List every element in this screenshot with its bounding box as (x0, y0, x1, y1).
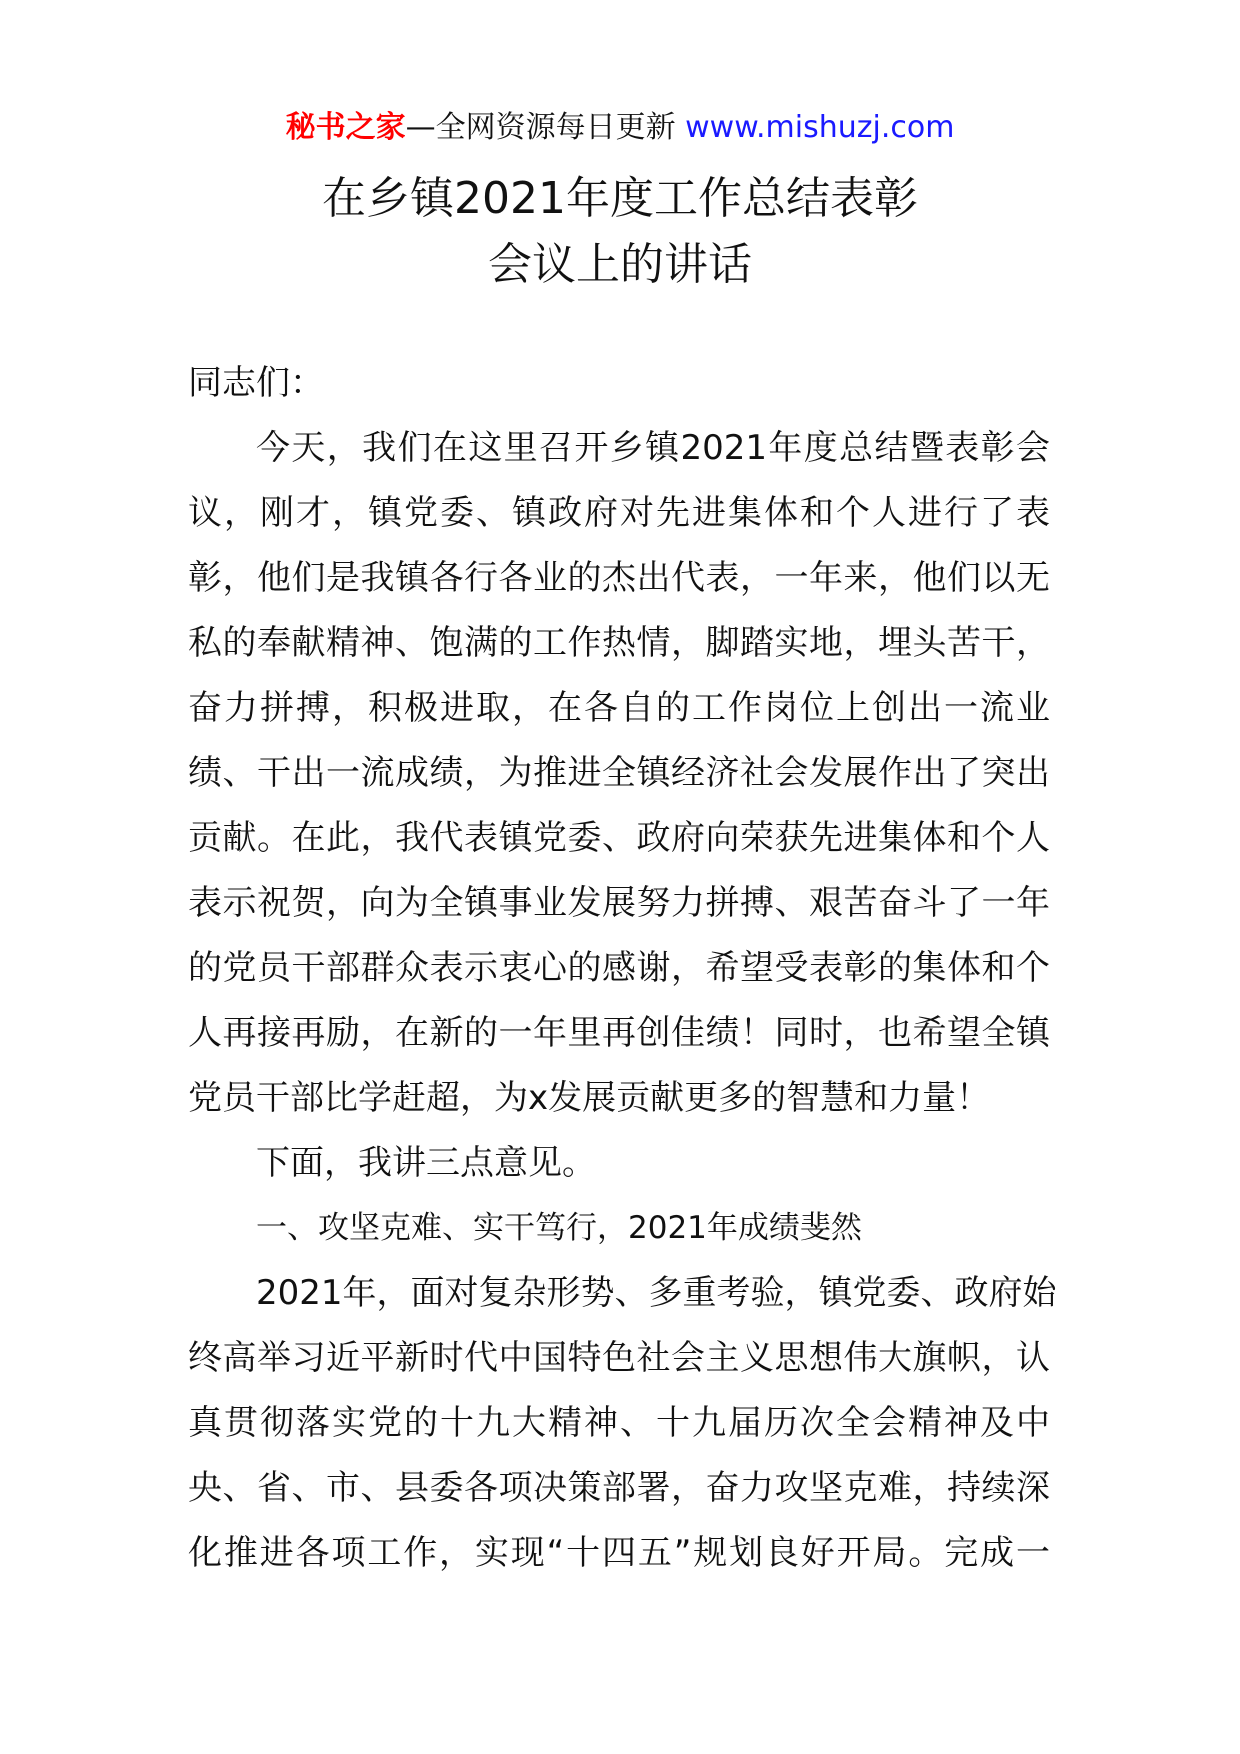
section-heading: 一、攻坚克难、实干笃行，2021年成绩斐然 (256, 1210, 862, 1246)
salutation: 同志们： (188, 363, 324, 403)
text-line: 今天，我们在这里召开乡镇2021年度总结暨表彰会 (256, 428, 1050, 468)
text-line: 私的奉献精神、饱满的工作热情，脚踏实地，埋头苦干， (188, 623, 1050, 663)
document-body (188, 358, 1057, 1593)
text-line: 央、省、市、县委各项决策部署，奋力攻坚克难，持续深 (188, 1468, 1050, 1508)
watermark-header (0, 102, 1240, 146)
document-title-line-2: 会议上的讲话 (488, 239, 752, 290)
text-line: 下面，我讲三点意见。 (256, 1143, 596, 1183)
text-line: 终高举习近平新时代中国特色社会主义思想伟大旗帜，认 (188, 1338, 1050, 1378)
text-line: 奋力拼搏，积极进取，在各自的工作岗位上创出一流业 (188, 688, 1050, 728)
tagline: —全网资源每日更新 (405, 110, 686, 145)
text-line: 彰，他们是我镇各行各业的杰出代表，一年来，他们以无 (188, 558, 1050, 598)
text-line: 人再接再励，在新的一年里再创佳绩！同时，也希望全镇 (188, 1013, 1050, 1053)
text-line: 的党员干部群众表示衷心的感谢，希望受表彰的集体和个 (188, 948, 1050, 988)
text-line: 2021年，面对复杂形势、多重考验，镇党委、政府始 (256, 1273, 1057, 1313)
text-line: 议，刚才，镇党委、镇政府对先进集体和个人进行了表 (188, 493, 1050, 533)
website-link[interactable]: www.mishuzj.com (685, 110, 955, 145)
text-line: 表示祝贺，向为全镇事业发展努力拼搏、艰苦奋斗了一年 (188, 883, 1050, 923)
text-line: 化推进各项工作，实现“十四五”规划良好开局。完成一 (188, 1533, 1050, 1573)
text-line: 真贯彻落实党的十九大精神、十九届历次全会精神及中 (188, 1403, 1050, 1443)
brand-name: 秘书之家 (285, 110, 406, 145)
text-line: 贡献。在此，我代表镇党委、政府向荣获先进集体和个人 (188, 818, 1050, 858)
document-title-line-1: 在乡镇2021年度工作总结表彰 (322, 173, 918, 224)
text-line: 绩、干出一流成绩，为推进全镇经济社会发展作出了突出 (188, 753, 1050, 793)
text-line: 党员干部比学赶超，为x发展贡献更多的智慧和力量！ (188, 1078, 991, 1118)
